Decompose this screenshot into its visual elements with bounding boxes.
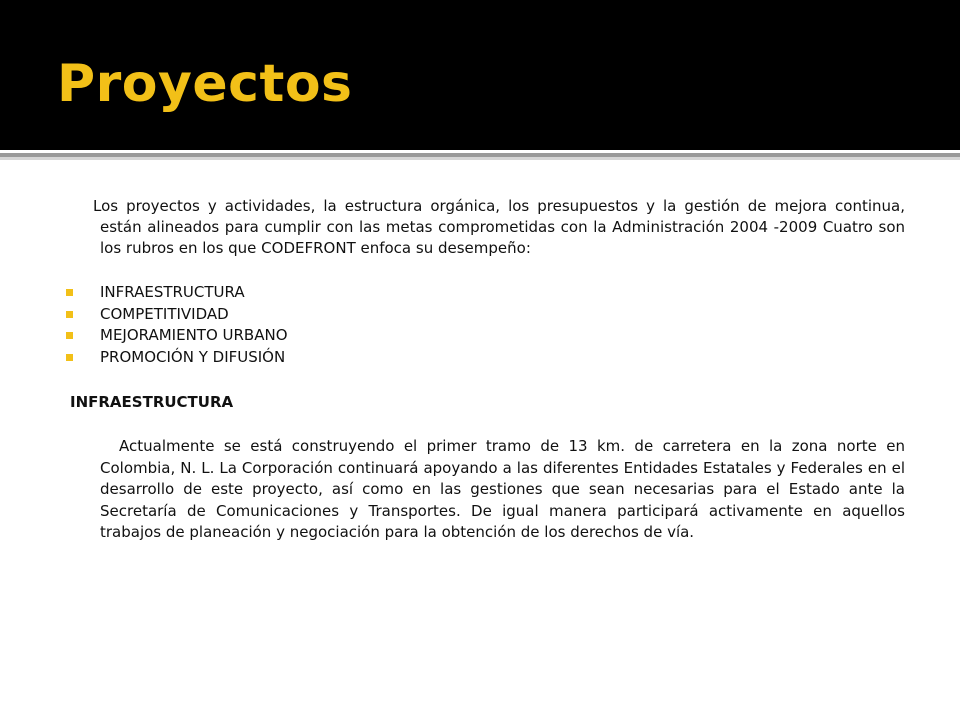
bullet-text: PROMOCIÓN Y DIFUSIÓN [100, 347, 286, 366]
section-paragraph: Actualmente se está construyendo el primer tramo de 13 km. de carretera en la zona norte en Colombia, N. L. La Corporación continuará apoyando a las diferentes Entidades Estatales y Federales en el desarrollo de este proyecto, así como en las gestiones que sean necesarias para el Estado ante la Secretaría de Comunicaciones y Transportes. De igual manera participará activamente en aquellos trabajos de planeación y negociación para la obtención de los derechos de vía. [100, 437, 905, 541]
square-bullet-icon [66, 289, 73, 296]
bullet-text: COMPETITIVIDAD [100, 304, 229, 323]
section-heading: INFRAESTRUCTURA [70, 393, 234, 411]
bullet-text: MEJORAMIENTO URBANO [100, 326, 288, 344]
square-bullet-icon [66, 332, 73, 339]
square-bullet-icon [66, 311, 73, 318]
bullet-item [66, 282, 288, 304]
bullet-item [66, 347, 288, 369]
bullet-item [66, 325, 288, 347]
slide-title: Proyectos [57, 54, 353, 114]
bullet-item [66, 304, 288, 326]
square-bullet-icon [66, 354, 73, 361]
intro-paragraph: Los proyectos y actividades, la estructura orgánica, los presupuestos y la gestión de mejora continua, están alineados para cumplir con las metas comprometidas con la Administración 2004 -2009 Cuatro son los rubros en los que CODEFRONT enfoca su desempeño: [93, 197, 905, 257]
bullet-list [66, 282, 288, 368]
bullet-text: INFRAESTRUCTURA [100, 283, 245, 301]
